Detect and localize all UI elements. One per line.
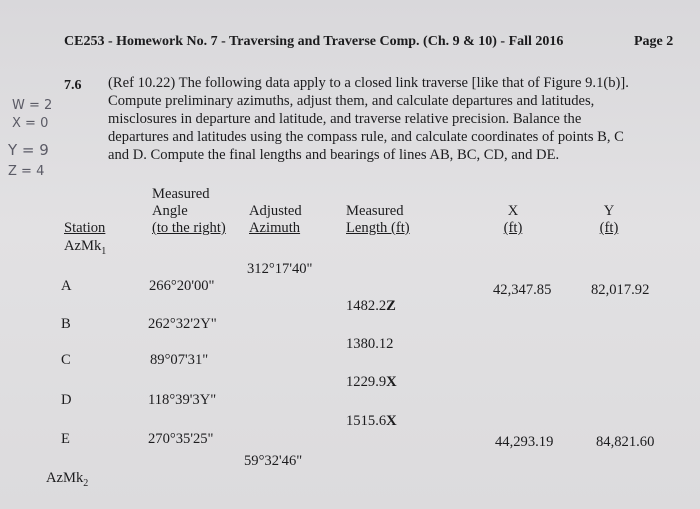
station-angle: 118°39'3Y" bbox=[148, 392, 217, 408]
length-bc: 1380.12 bbox=[346, 336, 394, 352]
length-ab: 1482.2Z bbox=[346, 298, 396, 314]
station-y: 82,017.92 bbox=[591, 282, 650, 298]
problem-line: misclosures in departure and latitude, and traverse relative precision. Balance the bbox=[108, 111, 582, 127]
problem-line: departures and latitudes using the compass rule, and calculate coordinates of points B, C bbox=[108, 129, 624, 145]
problem-statement bbox=[108, 74, 668, 164]
header-station: Station bbox=[64, 220, 106, 236]
station-name: E bbox=[61, 431, 70, 447]
problem-line: (Ref 10.22) The following data apply to a closed link traverse [like that of Figure 9.1(b)]. bbox=[108, 75, 629, 91]
station-x: 44,293.19 bbox=[495, 434, 554, 450]
handwritten-y: Y = 9 bbox=[8, 141, 49, 159]
station-name: C bbox=[61, 352, 71, 368]
handwritten-x: X = 0 bbox=[12, 116, 49, 131]
page-number: Page 2 bbox=[634, 34, 674, 49]
problem-number: 7.6 bbox=[64, 78, 82, 93]
problem-line: Compute preliminary azimuths, adjust them, and calculate departures and latitudes, bbox=[108, 93, 595, 109]
azmk-start-azimuth: 312°17'40" bbox=[247, 261, 313, 277]
station-name: D bbox=[61, 392, 72, 408]
station-angle: 266°20'00" bbox=[149, 278, 215, 294]
station-x: 42,347.85 bbox=[493, 282, 552, 298]
handwritten-z: Z = 4 bbox=[8, 164, 45, 179]
handwritten-w: W = 2 bbox=[12, 98, 53, 113]
header-adjusted-azimuth: Adjusted Azimuth bbox=[249, 203, 302, 236]
station-angle: 270°35'25" bbox=[148, 431, 214, 447]
station-angle: 89°07'31" bbox=[150, 352, 209, 368]
document-header: CE253 - Homework No. 7 - Traversing and Traverse Comp. (Ch. 9 & 10) - Fall 2016 bbox=[64, 34, 564, 49]
length-cd: 1229.9X bbox=[346, 374, 397, 390]
problem-line: and D. Compute the final lengths and bearings of lines AB, BC, CD, and DE. bbox=[108, 147, 560, 163]
length-de: 1515.6X bbox=[346, 413, 397, 429]
azmk-end-label: AzMk$_2$ bbox=[46, 470, 89, 489]
header-angle: Measured Angle (to the right) bbox=[152, 186, 226, 236]
station-angle: 262°32'2Y" bbox=[148, 316, 217, 332]
header-x: X (ft) bbox=[503, 203, 523, 236]
station-y: 84,821.60 bbox=[596, 434, 655, 450]
station-name: A bbox=[61, 278, 72, 294]
header-measured-length: Measured Length (ft) bbox=[346, 203, 410, 236]
azmk-end-azimuth: 59°32'46" bbox=[244, 453, 303, 469]
station-name: B bbox=[61, 316, 71, 332]
azmk-start-label: AzMk$_1$ bbox=[64, 238, 107, 257]
header-y: Y (ft) bbox=[599, 203, 619, 236]
